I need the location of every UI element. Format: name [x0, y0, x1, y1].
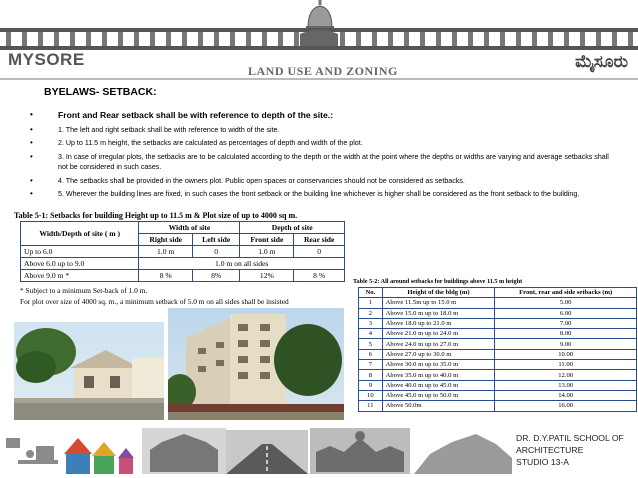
table-row	[21, 246, 345, 258]
table-row	[359, 401, 637, 411]
table-row	[359, 298, 637, 308]
table-row	[21, 258, 345, 270]
table-cell: 10	[359, 390, 383, 400]
table-row	[359, 308, 637, 318]
header-divider	[0, 78, 638, 80]
table-cell: 8.00	[495, 329, 637, 339]
table-cell: 10.00	[495, 349, 637, 359]
table-cell: 5	[359, 339, 383, 349]
table-header: Front, rear and side setbacks (m)	[495, 288, 637, 298]
table-cell: 4	[359, 329, 383, 339]
table-cell: 6.00	[495, 308, 637, 318]
table-row	[359, 380, 637, 390]
school-credit	[516, 432, 624, 468]
table-row	[21, 270, 345, 282]
table-row	[359, 318, 637, 328]
table-cell: Above 30.0 m up to 35.0 m	[382, 360, 495, 370]
table-header: Height of the bldg (m)	[382, 288, 495, 298]
table-cell: Above 40.0 m up to 45.0 m	[382, 380, 495, 390]
apartment-building-photo	[168, 308, 344, 420]
table-cell: 16.00	[495, 401, 637, 411]
table-header: Width of site	[139, 222, 240, 234]
table-cell: Above 50.0m	[382, 401, 495, 411]
residential-houses-photo	[14, 322, 164, 420]
table-header: Front side	[240, 234, 294, 246]
table-cell: 1.0 m on all sides	[139, 258, 345, 270]
school-name-line2: ARCHITECTURE	[516, 445, 584, 455]
table-cell: 8 %	[139, 270, 193, 282]
table-cell: Up to 6.0	[21, 246, 139, 258]
table-cell: Above 24.0 m up to 27.0 m	[382, 339, 495, 349]
studio-label: STUDIO 13-A	[516, 457, 570, 467]
table2-caption: Table 5-2: All around setbacks for buildings above 11.5 m height	[353, 278, 523, 285]
city-title-kannada: ಮೈಸೂರು	[575, 52, 628, 72]
colonnade-graphic	[0, 28, 638, 50]
table-cell: 8%	[193, 270, 240, 282]
list-item: • Front and Rear setback shall be with reference to depth of the site.:	[30, 110, 610, 121]
table-row	[359, 360, 637, 370]
table-cell: Above 9.0 m *	[21, 270, 139, 282]
table-cell: 9	[359, 380, 383, 390]
table-cell: 12.00	[495, 370, 637, 380]
table-header: Depth of site	[240, 222, 345, 234]
table-row	[359, 329, 637, 339]
table-row	[359, 349, 637, 359]
table-header-row	[21, 222, 345, 234]
table-cell: 9.00	[495, 339, 637, 349]
table-header: Right side	[139, 234, 193, 246]
byelaw-bullet-list	[30, 110, 610, 203]
table-cell: 8 %	[294, 270, 345, 282]
list-item: • 4. The setbacks shall be provided in the owners plot. Public open spaces or conservancies should not be considered as setbacks.	[30, 176, 610, 187]
table-row	[359, 339, 637, 349]
table1-caption: Table 5-1: Setbacks for building Height up to 11.5 m & Plot size of up to 4000 sq m.	[14, 211, 298, 220]
table-cell: Above 27.0 up to 30.0 m	[382, 349, 495, 359]
table-cell: Above 6.0 up to 9.0	[21, 258, 139, 270]
school-name-line1: DR. D.Y.PATIL SCHOOL OF	[516, 433, 624, 443]
table-cell: 1.0 m	[139, 246, 193, 258]
table-cell: Above 18.0 up to 21.0 m	[382, 318, 495, 328]
setback-table-tall-buildings	[358, 287, 637, 412]
table-cell: Above 11.5m up to 15.0 m	[382, 298, 495, 308]
table-header: Width/Depth of site ( m )	[21, 222, 139, 246]
table-cell: 13.00	[495, 380, 637, 390]
table-cell: 11	[359, 401, 383, 411]
table-header: No.	[359, 288, 383, 298]
header-banner	[0, 0, 638, 82]
city-title: MYSORE	[8, 50, 85, 69]
list-item: • 1. The left and right setback shall be with reference to width of the site.	[30, 125, 610, 136]
table-header: Rear side	[294, 234, 345, 246]
table-header: Left side	[193, 234, 240, 246]
table-cell: 7	[359, 360, 383, 370]
table-cell: Above 35.0 m up to 40.0 m	[382, 370, 495, 380]
table1-footnote: * Subject to a minimum Set-back of 1.0 m.	[20, 286, 148, 295]
table-cell: 11.00	[495, 360, 637, 370]
page-title: BYELAWS- SETBACK:	[44, 86, 157, 98]
table-cell: 8	[359, 370, 383, 380]
setback-table-small-buildings	[20, 221, 345, 282]
table-cell: 3	[359, 318, 383, 328]
table-cell: 1	[359, 298, 383, 308]
table-cell: Above 45.0 m up to 50.0 m	[382, 390, 495, 400]
large-plot-note: For plot over size of 4000 sq. m., a minimum setback of 5.0 m on all sides shall be insisted	[20, 297, 289, 306]
palace-dome-icon	[305, 0, 335, 30]
table-cell: Above 15.0 m up to 18.0 m	[382, 308, 495, 318]
table-cell: 2	[359, 308, 383, 318]
list-item: • 2. Up to 11.5 m height, the setbacks are calculated as percentages of depth and width of the plot.	[30, 138, 610, 149]
table-cell: 0	[294, 246, 345, 258]
table-cell: 14.00	[495, 390, 637, 400]
list-item: • 5. Wherever the building lines are fixed, in such cases the front setback or the building line whichever is higher shall be considered as the front setback to the building.	[30, 189, 610, 200]
table-cell: 1.0 m	[240, 246, 294, 258]
table-cell: 12%	[240, 270, 294, 282]
table-cell: 5.00	[495, 298, 637, 308]
list-item: • 3. In case of irregular plots, the setbacks are to be calculated according to the depth or the width at the point where the depths or widths are varying and average setbacks shall not be considered in such cases.	[30, 152, 610, 173]
table-cell: Above 21.0 m up to 24.0 m	[382, 329, 495, 339]
table-cell: 0	[193, 246, 240, 258]
table-row	[359, 370, 637, 380]
section-subtitle: LAND USE AND ZONING	[248, 64, 398, 78]
table-cell: 7.00	[495, 318, 637, 328]
table-cell: 6	[359, 349, 383, 359]
table-row	[359, 390, 637, 400]
table-header-row	[359, 288, 637, 298]
